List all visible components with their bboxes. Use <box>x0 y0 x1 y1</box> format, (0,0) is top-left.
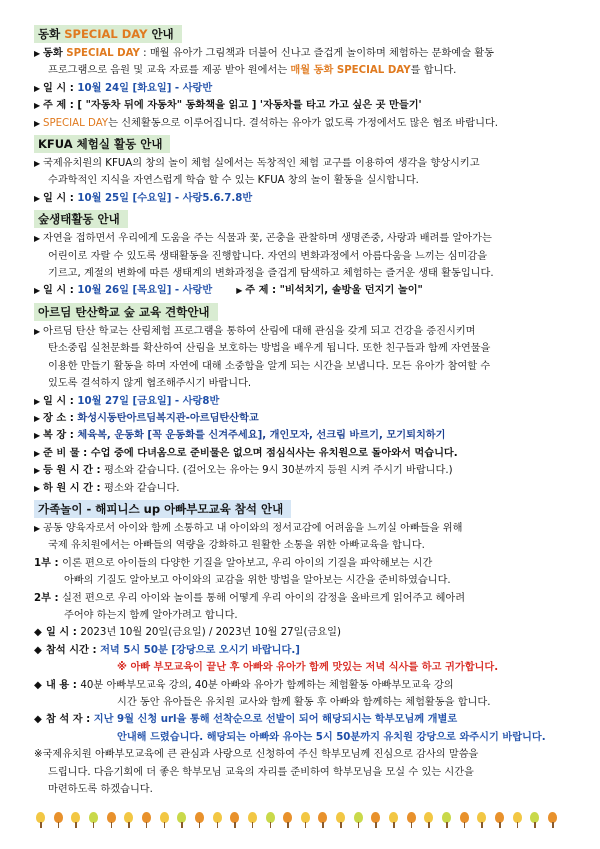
diamond-icon: ◆ <box>34 627 42 639</box>
autumn-tree-icon <box>460 812 469 828</box>
arrow-icon: ▶ <box>34 396 41 406</box>
autumn-tree-icon <box>266 812 275 828</box>
paragraph-line: 기르고, 계절의 변화에 따른 생태계의 변화과정을 즐겁게 탐색하고 체험하는 즐거운 생태 활동입니다. <box>48 268 494 280</box>
arrow-icon: ▶ <box>34 83 41 93</box>
arrow-icon: ▶ <box>34 431 41 441</box>
paragraph-line: ▶ 동화 SPECIAL DAY : 매월 유아가 그림책과 더불어 신나고 즐겁게 놀이하며 체험하는 문화예술 활동 <box>34 45 566 62</box>
autumn-tree-icon <box>36 812 45 828</box>
paragraph-line: ▶ 자연을 접하면서 우리에게 도움을 주는 식물과 꽃, 곤충을 관찰하며 생명존중, 사랑과 배려를 알아가는 <box>34 230 566 247</box>
arrow-icon: ▶ <box>34 49 41 58</box>
autumn-tree-icon <box>54 812 63 828</box>
autumn-tree-icon <box>107 812 116 828</box>
content-line: ◆ 내 용 : 40분 아빠부모교육 강의, 40분 아빠와 유아가 함께하는 체험활동 아빠부모교육 강의 <box>34 677 566 694</box>
arrow-icon: ▶ <box>34 159 41 169</box>
attendee-line: 안내해 드렸습니다. 해당되는 아빠와 유아는 5시 50분까지 유치원 강당으로 와주시기 바랍니다. <box>117 731 546 743</box>
place-line: ▶ 장 소 : 화성시동탄아르딤복지관-아르딤탄산학교 <box>34 410 566 427</box>
autumn-tree-icon <box>495 812 504 828</box>
paragraph-line: 국제 유치원에서는 아빠들의 역량을 강화하고 원활한 소통을 위한 아빠교육을 합니다. <box>48 540 425 552</box>
autumn-tree-icon <box>389 812 398 828</box>
autumn-tree-icon <box>407 812 416 828</box>
autumn-tree-icon <box>230 812 239 828</box>
time-line: ◆ 참석 시간 : 저녁 5시 50분 [강당으로 오시기 바랍니다.] <box>34 642 566 659</box>
arrow-icon: ▶ <box>34 483 41 493</box>
autumn-tree-icon <box>195 812 204 828</box>
autumn-tree-icon <box>530 812 539 828</box>
arrow-icon: ▶ <box>34 523 41 533</box>
autumn-tree-icon <box>424 812 433 828</box>
date-line: ▶ 일 시 : 10월 25일 [수요일] - 사랑5.6.7.8반 <box>34 190 566 207</box>
autumn-tree-icon <box>371 812 380 828</box>
arrow-icon: ▶ <box>34 193 41 203</box>
newsletter-page <box>34 22 566 798</box>
diamond-icon: ◆ <box>34 714 42 726</box>
autumn-tree-icon <box>336 812 345 828</box>
paragraph-line: ▶ 국제유치원의 KFUA의 창의 놀이 체험 실에서는 독창적인 체험 교구를 이용하여 생각을 향상시키고 <box>34 155 566 172</box>
departure-line: ▶ 하 원 시 간 : 평소와 같습니다. <box>34 480 566 497</box>
part1-line: 1부 : 이론 편으로 아이들의 다양한 기질을 알아보고, 우리 아이의 기질을 파악해보는 시간 <box>34 557 433 569</box>
autumn-tree-icon <box>548 812 557 828</box>
note-line: ▶ SPECIAL DAY는 신체활동으로 이루어집니다. 결석하는 유아가 없도록 가정에서도 많은 협조 바랍니다. <box>34 115 566 132</box>
paragraph-line: 수과학적인 지식을 자연스럽게 학습 할 수 있는 KFUA 창의 놀이 활동을 실시합니다. <box>48 175 419 187</box>
part2-line: 주어야 하는지 함께 알아가려고 합니다. <box>64 609 238 621</box>
section-title-special-day: 동화 SPECIAL DAY 안내 <box>34 25 182 43</box>
autumn-tree-icon <box>89 812 98 828</box>
arrow-icon: ▶ <box>34 326 41 336</box>
closing-line: 드립니다. 다음기회에 더 좋은 학부모님 교육의 자리를 준비하여 학부모님을 모실 수 있는 시간을 <box>48 766 474 778</box>
arrow-icon: ▶ <box>34 118 41 128</box>
time-note-line: ※ 아빠 부모교육이 끝난 후 아빠와 유아가 함께 맛있는 저녁 식사를 하고 귀가합니다. <box>117 662 499 674</box>
attendee-line: ◆ 참 석 자 : 지난 9월 신청 url을 통해 선착순으로 선발이 되어 해당되시는 학부모님께 개별로 <box>34 711 566 728</box>
autumn-tree-icon <box>513 812 522 828</box>
autumn-tree-border <box>36 812 564 834</box>
autumn-tree-icon <box>354 812 363 828</box>
paragraph-line: 있도록 결석하지 않게 협조해주시기 바랍니다. <box>48 378 252 390</box>
arrow-icon: ▶ <box>34 101 41 111</box>
arrival-line: ▶ 등 원 시 간 : 평소와 같습니다. (걸어오는 유아는 9시 30분까지 등원 시켜 주시기 바랍니다.) <box>34 462 566 479</box>
autumn-tree-icon <box>213 812 222 828</box>
date-line: ▶ 일 시 : 10월 27일 [금요일] - 사랑8반 <box>34 393 566 410</box>
date-line: ◆ 일 시 : 2023년 10월 20일(금요일) / 2023년 10월 27일(금요일) <box>34 624 566 641</box>
autumn-tree-icon <box>248 812 257 828</box>
date-line: ▶ 일 시 : 10월 24일 [화요일] - 사랑반 <box>34 80 566 97</box>
content-line: 시간 동안 유아들은 유치원 교사와 함께 활동 후 아빠와 함께하는 체험활동을 합니다. <box>117 697 491 708</box>
autumn-tree-icon <box>142 812 151 828</box>
arrow-icon: ▶ <box>34 286 41 296</box>
autumn-tree-icon <box>318 812 327 828</box>
paragraph-line: ▶ 아르딤 탄산 학교는 산림체험 프로그램을 통하여 산림에 대해 관심을 갖게 되고 건강을 증진시키며 <box>34 323 566 340</box>
autumn-tree-icon <box>442 812 451 828</box>
paragraph-line: 어린이로 자랄 수 있도록 생태활동을 진행합니다. 자연의 변화과정에서 아름다움을 느끼는 심미감을 <box>48 250 488 262</box>
diamond-icon: ◆ <box>34 644 42 656</box>
supplies-line: ▶ 준 비 물 : 수업 중에 다녀옴으로 준비물은 없으며 점심식사는 유치원으로 돌아와서 먹습니다. <box>34 445 566 462</box>
closing-line: 마련하도록 하겠습니다. <box>48 784 153 796</box>
autumn-tree-icon <box>477 812 486 828</box>
section-title-kfua: KFUA 체험실 활동 안내 <box>34 135 170 153</box>
arrow-icon: ▶ <box>34 234 41 244</box>
section-title-field-trip: 아르딤 탄산학교 숲 교육 견학안내 <box>34 303 218 321</box>
arrow-icon: ▶ <box>34 448 41 458</box>
arrow-icon: ▶ <box>34 413 41 423</box>
paragraph-line: 이용한 만들기 활동을 하며 자연에 대해 소중함을 알게 되는 시간을 보냅니다. 모든 유아가 참여할 수 <box>48 360 491 372</box>
paragraph-line: 탄소중립 실천문화를 확산하여 산림을 보호하는 방법을 배우게 됩니다. 또한 친구들과 함께 자연물을 <box>48 343 491 355</box>
autumn-tree-icon <box>177 812 186 828</box>
section-title-forest: 숲생태활동 안내 <box>34 210 128 228</box>
part1-line: 아빠의 기질도 알아보고 아이와의 교감을 위한 방법을 알아보는 시간을 준비하였습니다. <box>64 575 451 587</box>
part2-line: 2부 : 실전 편으로 우리 아이와 놀이를 통해 어떻게 우리 아이의 감정을 올바르게 읽어주고 헤아려 <box>34 592 466 604</box>
paragraph-line: ▶ 공동 양육자로서 아이와 함께 소통하고 내 아이와의 정서교감에 어려움을 느끼실 아빠들을 위해 <box>34 520 566 537</box>
closing-line: ※국제유치원 아빠부모교육에 큰 관심과 사랑으로 신청하여 주신 학부모님께 진심으로 감사의 말씀을 <box>34 749 479 761</box>
autumn-tree-icon <box>283 812 292 828</box>
autumn-tree-icon <box>160 812 169 828</box>
diamond-icon: ◆ <box>34 679 42 691</box>
paragraph-line: 프로그램으로 음원 및 교육 자료를 제공 받아 원에서는 매월 동화 SPECIAL DAY를 합니다. <box>48 65 457 77</box>
arrow-icon: ▶ <box>236 286 243 296</box>
clothing-line: ▶ 복 장 : 체육복, 운동화 [꼭 운동화를 신겨주세요], 개인모자, 선크림 바르기, 모기퇴치하기 <box>34 427 566 444</box>
theme-line: ▶ 주 제 : [ "자동차 뒤에 자동차" 동화책을 읽고 ] '자동차를 타고 가고 싶은 곳 만들기' <box>34 97 566 114</box>
autumn-tree-icon <box>301 812 310 828</box>
autumn-tree-icon <box>71 812 80 828</box>
date-theme-line: ▶ 일 시 : 10월 26일 [목요일] - 사랑반 ▶ 주 제 : "비석치기, 솔방울 던지기 놀이" <box>34 282 566 299</box>
section-title-dad-education: 가족놀이 - 해피니스 up 아빠부모교육 참석 안내 <box>34 500 291 518</box>
autumn-tree-icon <box>124 812 133 828</box>
arrow-icon: ▶ <box>34 466 41 476</box>
